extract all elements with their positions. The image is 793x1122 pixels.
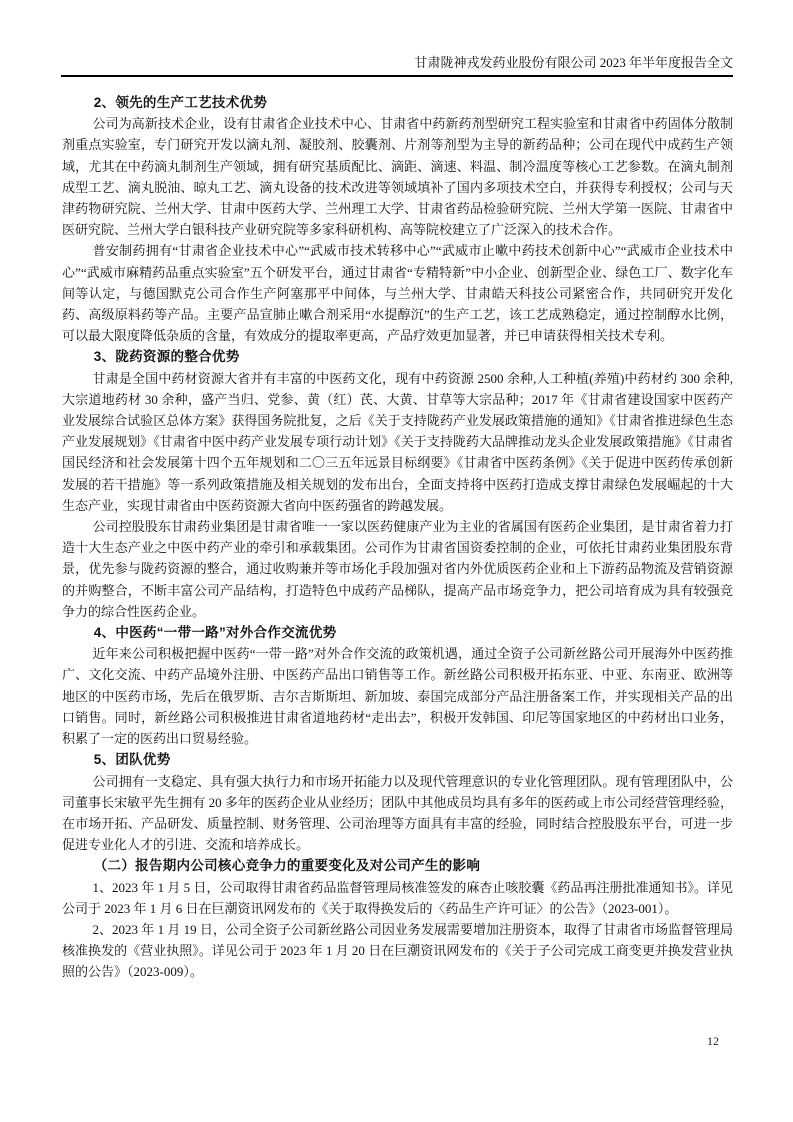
paragraph: 公司拥有一支稳定、具有强大执行力和市场开拓能力以及现代管理意识的专业化管理团队。现有管理团队中，公司董事长宋敏平先生拥有 20 多年的医药企业从业经历；团队中其他成员均具有多年的医药或上市公司经营管理经验，在市场开拓、产品研发、质量控制、财务管理、公司治理等方面具有丰富的经验，同时结合控股股东平台，可进一步促进专业化人才的引进、交流和培养成长。	[62, 773, 733, 853]
paragraph: 近年来公司积极把握中医药“一带一路”对外合作交流的政策机遇，通过全资子公司新丝路公司开展海外中医药推广、文化交流、中药产品境外注册、中医药产品出口销售等工作。新丝路公司积极开拓东亚、中亚、东南亚、欧洲等地区的中医药市场，先后在俄罗斯、吉尔吉斯斯坦、新加坡、泰国完成部分产品注册备案工作，并实现相关产品的出口销售。同时，新丝路公司积极推进甘肃省道地药材“走出去”，积极开发韩国、印尼等国家地区的中药材出口业务，积累了一定的医药出口贸易经验。	[62, 646, 733, 747]
section-heading-2: 2、领先的生产工艺技术优势	[93, 95, 268, 110]
paragraph: 2、2023 年 1 月 19 日，公司全资子公司新丝路公司因业务发展需要增加注册资本，取得了甘肃省市场监督管理局核准换发的《营业执照》。详见公司于 2023 年 1 月 20 日在巨潮资讯网发布的《关于子公司完成工商变更并换发营业执照的公告》（2023-009）。	[62, 921, 733, 980]
paragraph: 公司控股股东甘肃药业集团是甘肃省唯一一家以医药健康产业为主业的省属国有医药企业集团，是甘肃省着力打造十大生态产业之中医中药产业的牵引和承载集团。公司作为甘肃省国资委控制的企业，可依托甘肃药业集团股东背景，优先参与陇药资源的整合，通过收购兼并等市场化手段加强对省内外优质医药企业和上下游药品物流及营销资源的并购整合，不断丰富公司产品结构，打造特色中成药产品梯队，提高产品市场竞争力，把公司培育成为具有较强竞争力的综合性医药企业。	[62, 519, 733, 619]
paragraph: 普安制药拥有“甘肃省企业技术中心”“武威市技术转移中心”“武威市止嗽中药技术创新中心”“武威市企业技术中心”“武威市麻精药品重点实验室”五个研发平台，通过甘肃省“专精特新”中小企业、创新型企业、绿色工厂、数字化车间等认定，与德国默克公司合作生产阿塞那平中间体，与兰州大学、甘肃皓天科技公司紧密合作，共同研究开发化药、高级原料药等产品。主要产品宣肺止嗽合剂采用“水提醇沉”的生产工艺，该工艺成熟稳定，通过控制醇水比例，可以最大限度降低杂质的含量，有效成分的提取率更高，产品疗效更加显著，并已申请获得相关技术专利。	[62, 243, 733, 344]
paragraph: 1、2023 年 1 月 5 日，公司取得甘肃省药品监督管理局核准签发的麻杏止咳胶囊《药品再注册批准通知书》。详见公司于 2023 年 1 月 6 日在巨潮资讯网发布的《关于取得换发后的〈药品生产许可证〉的公告》（2023-001）。	[62, 879, 733, 916]
page-header	[61, 0, 733, 77]
subsection-heading-two: （二）报告期内公司核心竞争力的重要变化及对公司产生的影响	[93, 858, 481, 874]
section-heading-4: 4、中医药“一带一路”对外合作交流优势	[93, 625, 337, 641]
section-heading-3: 3、陇药资源的整合优势	[93, 349, 240, 365]
page-footer	[707, 1034, 719, 1049]
page-number: 12	[707, 1034, 719, 1048]
paragraph: 甘肃是全国中药材资源大省并有丰富的中医药文化，现有中药资源 2500 余种,人工种植(养殖)中药材约 300 余种,大宗道地药材 30 余种，盛产当归、党参、黄（红）芪、大黄、甘草等大宗品种；2017 年《甘肃省建设国家中医药产业发展综合试验区总体方案》获得国务院批复，之后《关于支持陇药产业发展政策措施的通知》《甘肃省推进绿色生态产业发展规划》《甘肃省中医中药产业发展专项行动计划》《关于支持陇药大品牌推动龙头企业发展政策措施》《甘肃省国民经济和社会发展第十四个五年规划和二〇三五年远景目标纲要》《甘肃省中医药条例》《关于促进中医药传承创新发展的若干措施》等一系列政策措施及相关规划的发布出台，全面支持将中医药打造成支撑甘肃绿色发展崛起的十大生态产业，实现甘肃省由中医药资源大省向中医药强省的跨越发展。	[62, 370, 733, 513]
document-content	[62, 92, 733, 983]
paragraph: 公司为高新技术企业，设有甘肃省企业技术中心、甘肃省中药新药剂型研究工程实验室和甘肃省中药固体分散制剂重点实验室，专门研究开发以滴丸剂、凝胶剂、胶囊剂、片剂等剂型为主导的新药品种；公司在现代中成药生产领域，尤其在中药滴丸制剂生产领域，拥有研究基质配比、滴距、滴速、料温、制冷温度等核心工艺参数。在滴丸制剂成型工艺、滴丸脱油、晾丸工艺、滴丸设备的技术改进等领域填补了国内多项技术空白，并获得专利授权；公司与天津药物研究院、兰州大学、甘肃中医药大学、兰州理工大学、甘肃省药品检验研究院、兰州大学第一医院、甘肃省中医研究院、兰州大学白银科技产业研究院等多家科研机构、高等院校建立了广泛深入的技术合作。	[62, 116, 733, 238]
report-header-title: 甘肃陇神戎发药业股份有限公司 2023 年半年度报告全文	[414, 55, 733, 70]
section-heading-5: 5、团队优势	[93, 752, 171, 768]
